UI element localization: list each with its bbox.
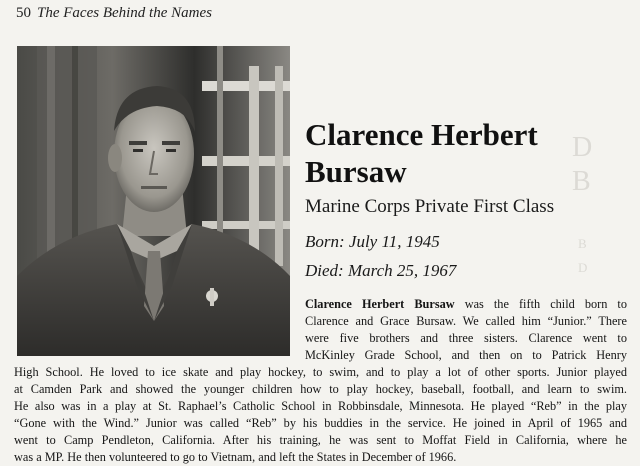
- bio-line: High School. He loved to ice skate and play hockey, to swim, and to play a lot of other sports. Junior played: [14, 365, 627, 379]
- bio-lead-name: Clarence Herbert Bursaw: [305, 297, 455, 311]
- biography-column: [305, 296, 627, 364]
- death-date: Died: March 25, 1967: [305, 261, 457, 280]
- bio-line: went to Camp Pendleton, California. After his training, he was sent to Moffat Field in California, where he: [14, 433, 627, 447]
- book-title: The Faces Behind the Names: [37, 5, 212, 21]
- page-number: 50: [16, 5, 31, 21]
- portrait-photo: [17, 46, 290, 356]
- bleed-through-text: B: [572, 166, 591, 197]
- birth-date: Born: July 11, 1945: [305, 232, 440, 251]
- bio-line: at Camden Park and showed the younger children how to play hockey, baseball, football, and learn to swim.: [14, 382, 627, 396]
- bio-line: [305, 296, 627, 313]
- bio-line: were five brothers and three sisters. Clarence went to: [305, 331, 627, 345]
- person-name-line2: Bursaw: [305, 154, 407, 189]
- bio-line: Clarence and Grace Bursaw. We called him “Junior.” There: [305, 314, 627, 328]
- bio-line: McKinley Grade School, and then on to Patrick Henry: [305, 348, 627, 362]
- person-name: [305, 116, 575, 190]
- bleed-through-text: B: [578, 236, 587, 251]
- running-header: [16, 5, 212, 22]
- bio-line: was a MP. He then volunteered to go to Vietnam, and left the States in December of 1966.: [14, 450, 457, 464]
- bleed-through-text: D: [572, 132, 593, 163]
- person-name-line1: Clarence Herbert: [305, 117, 538, 152]
- bio-line: “Gone with the Wind.” Junior was called “Reb” by his buddies in the service. He joined in April of 1965 and: [14, 416, 627, 430]
- portrait-photo-icon: [17, 46, 290, 356]
- bio-line1-rest: was the fifth child born to: [454, 297, 627, 311]
- military-rank: Marine Corps Private First Class: [305, 196, 555, 217]
- bio-line: He also was in a play at St. Raphael’s Catholic School in Robbinsdale, Minnesota. He played “Reb” in the play: [14, 399, 627, 413]
- biography-full-width: [14, 364, 627, 466]
- bleed-through-text: D: [578, 260, 588, 275]
